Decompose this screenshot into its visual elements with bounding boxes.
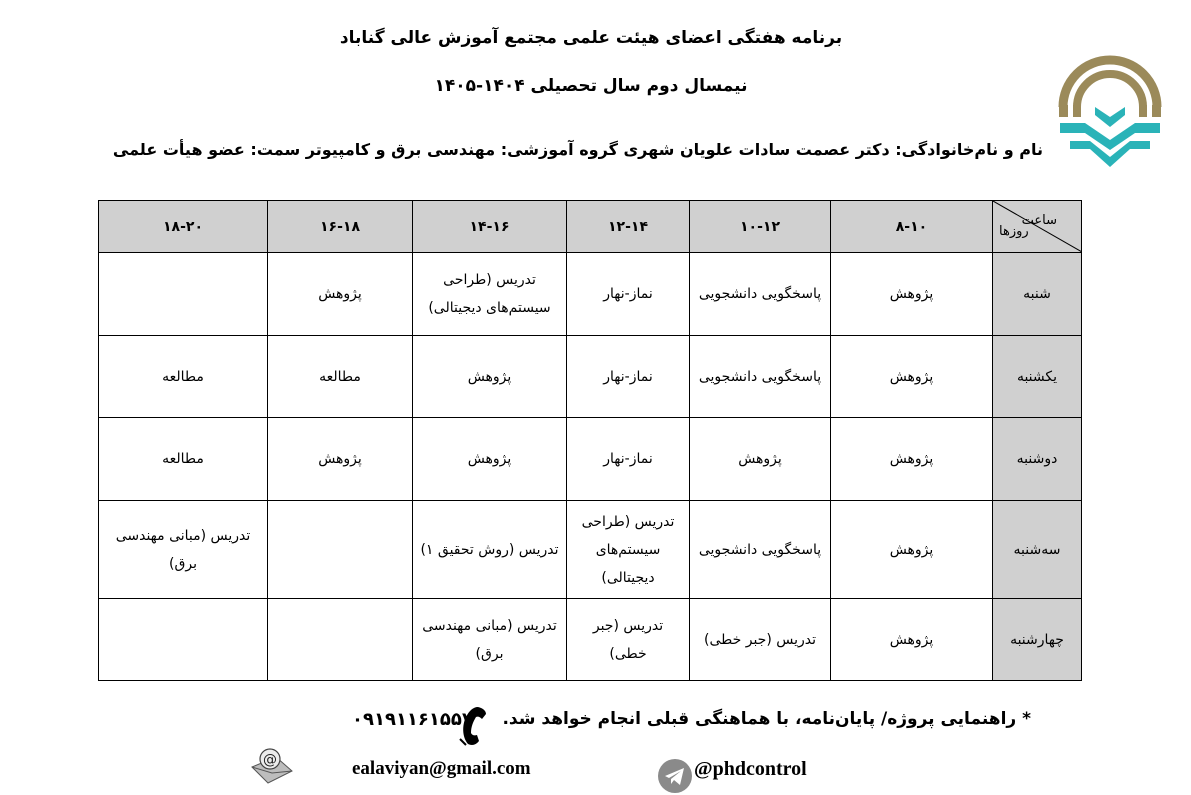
advising-note: * راهنمایی پروژه/ پایان‌نامه، با هماهنگی قبلی انجام خواهد شد. xyxy=(502,709,1031,729)
institution-logo xyxy=(1055,45,1165,170)
table-cell: تدریس (جبر خطی) xyxy=(690,599,831,681)
table-cell: پاسخگویی دانشجویی xyxy=(690,253,831,336)
weekly-schedule-table xyxy=(98,200,1082,681)
table-cell: نماز-نهار xyxy=(567,418,690,501)
hour-label: ساعت xyxy=(1021,213,1057,228)
table-cell xyxy=(99,599,268,681)
table-cell: تدریس (طراحی سیستم‌های دیجیتالی) xyxy=(413,253,567,336)
table-cell: پژوهش xyxy=(831,501,993,599)
header-row xyxy=(99,201,1082,253)
column-header: ۱۶-۱۸ xyxy=(268,201,413,253)
column-header: ۱۰-۱۲ xyxy=(690,201,831,253)
table-cell: پژوهش xyxy=(413,336,567,418)
table-cell: تدریس (مبانی مهندسی برق) xyxy=(99,501,268,599)
table-cell xyxy=(268,599,413,681)
table-cell: نماز-نهار xyxy=(567,253,690,336)
table-row xyxy=(99,501,1082,599)
table-cell: پژوهش xyxy=(690,418,831,501)
table-cell: پژوهش xyxy=(268,418,413,501)
table-cell xyxy=(99,253,268,336)
telegram-handle[interactable]: @phdcontrol xyxy=(694,758,807,780)
table-cell: مطالعه xyxy=(99,336,268,418)
table-cell: تدریس (جبر خطی) xyxy=(567,599,690,681)
table-cell: نماز-نهار xyxy=(567,336,690,418)
days-label: روزها xyxy=(999,224,1029,239)
day-cell: شنبه xyxy=(993,253,1082,336)
corner-cell xyxy=(993,201,1082,253)
table-cell: پژوهش xyxy=(831,418,993,501)
day-cell: دوشنبه xyxy=(993,418,1082,501)
table-cell: پاسخگویی دانشجویی xyxy=(690,501,831,599)
table-row xyxy=(99,336,1082,418)
day-cell: یکشنبه xyxy=(993,336,1082,418)
day-cell: چهارشنبه xyxy=(993,599,1082,681)
table-cell: مطالعه xyxy=(99,418,268,501)
table-cell xyxy=(268,501,413,599)
column-header: ۱۲-۱۴ xyxy=(567,201,690,253)
table-cell: پژوهش xyxy=(831,599,993,681)
table-cell: پژوهش xyxy=(268,253,413,336)
email-address[interactable]: ealaviyan@gmail.com xyxy=(352,758,531,779)
day-cell: سه‌شنبه xyxy=(993,501,1082,599)
table-cell: تدریس (طراحی سیستم‌های دیجیتالی) xyxy=(567,501,690,599)
faculty-info: نام و نام‌خانوادگی: دکتر عصمت سادات علویان شهری گروه آموزشی: مهندسی برق و کامپیوتر سمت: عضو هیأت علمی xyxy=(112,140,1043,159)
table-row xyxy=(99,418,1082,501)
email-icon xyxy=(248,745,296,791)
table-cell: مطالعه xyxy=(268,336,413,418)
table-cell: پژوهش xyxy=(831,336,993,418)
table-cell: پژوهش xyxy=(831,253,993,336)
column-header: ۱۴-۱۶ xyxy=(413,201,567,253)
table-row xyxy=(99,253,1082,336)
table-cell: پژوهش xyxy=(413,418,567,501)
svg-text:@: @ xyxy=(263,752,277,768)
table-cell: تدریس (مبانی مهندسی برق) xyxy=(413,599,567,681)
table-cell: تدریس (روش تحقیق ۱) xyxy=(413,501,567,599)
page-title: برنامه هفتگی اعضای هیئت علمی مجتمع آموزش عالی گناباد xyxy=(339,28,843,48)
column-header: ۸-۱۰ xyxy=(831,201,993,253)
table-cell: پاسخگویی دانشجویی xyxy=(690,336,831,418)
column-header: ۱۸-۲۰ xyxy=(99,201,268,253)
phone-number: ۰۹۱۹۱۱۶۱۵۵۷ xyxy=(352,709,473,730)
page-subtitle: نیمسال دوم سال تحصیلی ۱۴۰۴-۱۴۰۵ xyxy=(434,76,748,96)
table-row xyxy=(99,599,1082,681)
telegram-icon xyxy=(657,758,693,794)
